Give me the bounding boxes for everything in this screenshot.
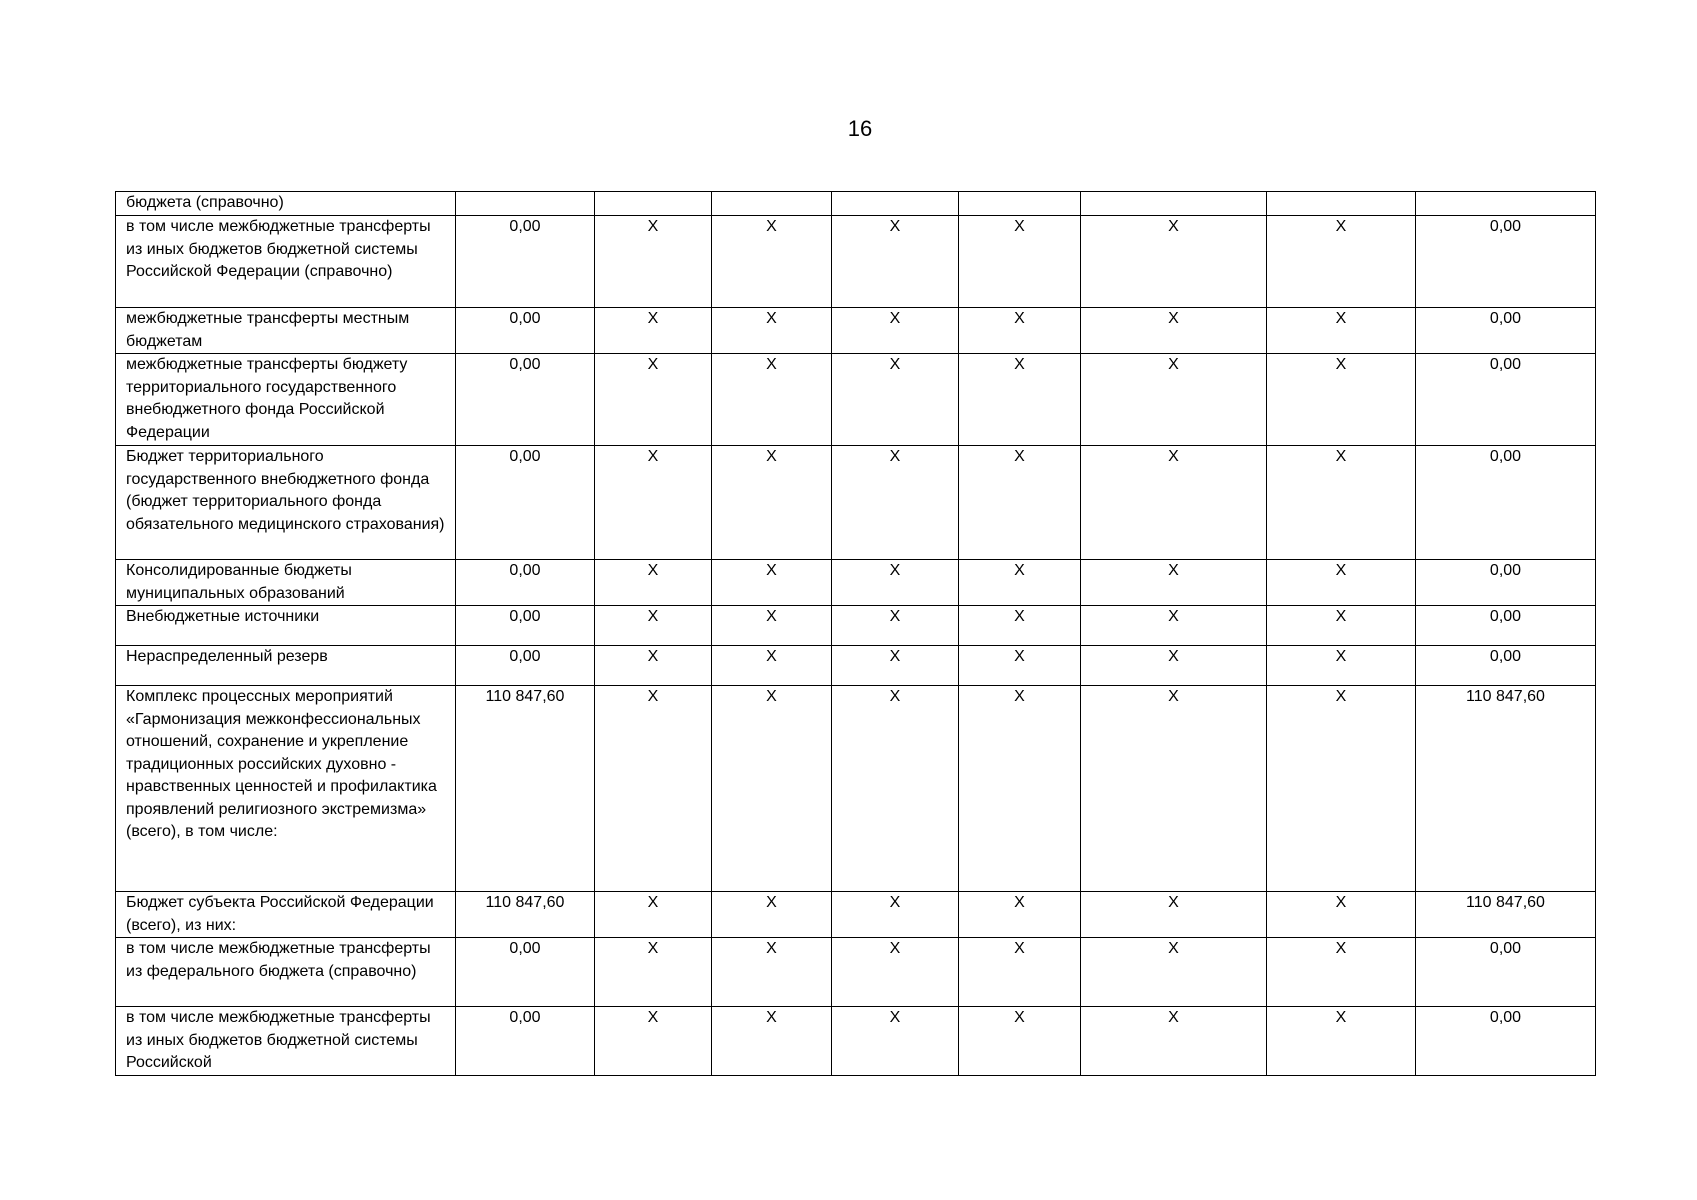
row-label-cell: Нераспределенный резерв [116, 646, 456, 686]
page-number: 16 [847, 116, 873, 141]
row-label-cell: межбюджетные трансферты местным бюджетам [116, 308, 456, 354]
value-cell-c3: X [712, 686, 832, 892]
value-cell-c2: X [595, 354, 712, 446]
budget-table [115, 191, 1596, 1076]
value-cell-c4: X [832, 1007, 959, 1076]
value-cell-c7: X [1267, 446, 1416, 560]
value-cell-c3: X [712, 892, 832, 938]
value-cell-c5: X [959, 354, 1081, 446]
value-cell-c3 [712, 192, 832, 216]
value-cell-c2: X [595, 1007, 712, 1076]
value-cell-c2: X [595, 892, 712, 938]
table-row [116, 192, 1596, 216]
value-cell-c1: 0,00 [456, 308, 595, 354]
value-cell-c3: X [712, 1007, 832, 1076]
total-cell: 0,00 [1416, 354, 1596, 446]
row-label-cell: Бюджет территориального государственного внебюджетного фонда (бюджет территориального фонда обязательного медицинского страхования) [116, 446, 456, 560]
row-label-cell: Внебюджетные источники [116, 606, 456, 646]
total-cell: 110 847,60 [1416, 892, 1596, 938]
value-cell-c4: X [832, 560, 959, 606]
value-cell-c2: X [595, 216, 712, 308]
value-cell-c1: 0,00 [456, 1007, 595, 1076]
value-cell-c5 [959, 192, 1081, 216]
value-cell-c7: X [1267, 308, 1416, 354]
value-cell-c5: X [959, 216, 1081, 308]
value-cell-c4: X [832, 216, 959, 308]
table-row [116, 446, 1596, 560]
value-cell-c4 [832, 192, 959, 216]
value-cell-c4: X [832, 686, 959, 892]
total-cell: 0,00 [1416, 1007, 1596, 1076]
value-cell-c1: 0,00 [456, 646, 595, 686]
value-cell-c5: X [959, 686, 1081, 892]
total-cell: 0,00 [1416, 308, 1596, 354]
value-cell-c7: X [1267, 686, 1416, 892]
value-cell-c7: X [1267, 606, 1416, 646]
value-cell-c5: X [959, 446, 1081, 560]
value-cell-c6: X [1081, 606, 1267, 646]
value-cell-c7: X [1267, 938, 1416, 1007]
value-cell-c4: X [832, 606, 959, 646]
value-cell-c2 [595, 192, 712, 216]
value-cell-c5: X [959, 892, 1081, 938]
total-cell: 0,00 [1416, 560, 1596, 606]
value-cell-c7 [1267, 192, 1416, 216]
value-cell-c7: X [1267, 560, 1416, 606]
row-label-cell: в том числе межбюджетные трансферты из иных бюджетов бюджетной системы Российской Федерации (справочно) [116, 216, 456, 308]
row-label-cell: Консолидированные бюджеты муниципальных образований [116, 560, 456, 606]
value-cell-c6: X [1081, 446, 1267, 560]
value-cell-c2: X [595, 646, 712, 686]
table-row [116, 606, 1596, 646]
value-cell-c7: X [1267, 646, 1416, 686]
value-cell-c4: X [832, 892, 959, 938]
table-row [116, 892, 1596, 938]
value-cell-c6: X [1081, 892, 1267, 938]
row-label-cell: Бюджет субъекта Российской Федерации (всего), из них: [116, 892, 456, 938]
value-cell-c6: X [1081, 560, 1267, 606]
value-cell-c6: X [1081, 216, 1267, 308]
value-cell-c6: X [1081, 1007, 1267, 1076]
value-cell-c3: X [712, 354, 832, 446]
value-cell-c4: X [832, 938, 959, 1007]
value-cell-c2: X [595, 606, 712, 646]
row-label-cell: межбюджетные трансферты бюджету территориального государственного внебюджетного фонда Российской Федерации [116, 354, 456, 446]
value-cell-c6: X [1081, 308, 1267, 354]
value-cell-c5: X [959, 646, 1081, 686]
table-row [116, 308, 1596, 354]
value-cell-c1: 0,00 [456, 560, 595, 606]
value-cell-c3: X [712, 560, 832, 606]
value-cell-c1 [456, 192, 595, 216]
value-cell-c2: X [595, 686, 712, 892]
table-row [116, 560, 1596, 606]
value-cell-c5: X [959, 560, 1081, 606]
value-cell-c4: X [832, 308, 959, 354]
value-cell-c6: X [1081, 686, 1267, 892]
total-cell: 0,00 [1416, 938, 1596, 1007]
value-cell-c6 [1081, 192, 1267, 216]
row-label-cell: Комплекс процессных мероприятий «Гармонизация межконфессиональных отношений, сохранение и укрепление традиционных российских духовно - нравственных ценностей и профилактика проявлений религиозного экстремизма» (всего), в том числе: [116, 686, 456, 892]
row-label-cell: в том числе межбюджетные трансферты из иных бюджетов бюджетной системы Российской [116, 1007, 456, 1076]
value-cell-c4: X [832, 646, 959, 686]
value-cell-c4: X [832, 354, 959, 446]
value-cell-c5: X [959, 938, 1081, 1007]
value-cell-c5: X [959, 308, 1081, 354]
value-cell-c3: X [712, 646, 832, 686]
table-row [116, 686, 1596, 892]
total-cell: 0,00 [1416, 446, 1596, 560]
table-row [116, 354, 1596, 446]
value-cell-c1: 0,00 [456, 354, 595, 446]
total-cell: 110 847,60 [1416, 686, 1596, 892]
total-cell: 0,00 [1416, 646, 1596, 686]
value-cell-c7: X [1267, 354, 1416, 446]
value-cell-c2: X [595, 938, 712, 1007]
value-cell-c1: 0,00 [456, 446, 595, 560]
value-cell-c6: X [1081, 938, 1267, 1007]
value-cell-c7: X [1267, 216, 1416, 308]
value-cell-c6: X [1081, 646, 1267, 686]
table-row [116, 646, 1596, 686]
value-cell-c7: X [1267, 1007, 1416, 1076]
value-cell-c3: X [712, 938, 832, 1007]
value-cell-c2: X [595, 560, 712, 606]
value-cell-c1: 110 847,60 [456, 686, 595, 892]
total-cell [1416, 192, 1596, 216]
value-cell-c1: 0,00 [456, 938, 595, 1007]
value-cell-c3: X [712, 308, 832, 354]
value-cell-c3: X [712, 216, 832, 308]
value-cell-c2: X [595, 446, 712, 560]
value-cell-c3: X [712, 446, 832, 560]
table-row [116, 216, 1596, 308]
value-cell-c5: X [959, 1007, 1081, 1076]
value-cell-c1: 110 847,60 [456, 892, 595, 938]
value-cell-c6: X [1081, 354, 1267, 446]
value-cell-c3: X [712, 606, 832, 646]
row-label-cell: бюджета (справочно) [116, 192, 456, 216]
total-cell: 0,00 [1416, 606, 1596, 646]
row-label-cell: в том числе межбюджетные трансферты из федерального бюджета (справочно) [116, 938, 456, 1007]
value-cell-c4: X [832, 446, 959, 560]
table-body [116, 192, 1596, 1076]
table-row [116, 1007, 1596, 1076]
table-row [116, 938, 1596, 1007]
value-cell-c1: 0,00 [456, 606, 595, 646]
total-cell: 0,00 [1416, 216, 1596, 308]
value-cell-c7: X [1267, 892, 1416, 938]
value-cell-c2: X [595, 308, 712, 354]
value-cell-c1: 0,00 [456, 216, 595, 308]
value-cell-c5: X [959, 606, 1081, 646]
